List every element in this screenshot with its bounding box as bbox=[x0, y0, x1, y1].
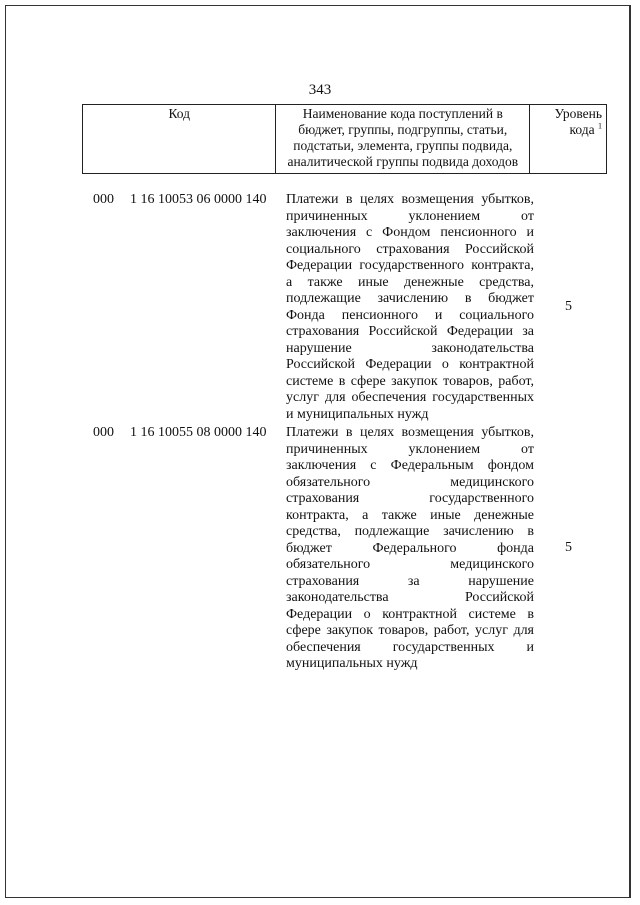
row-code: 1 16 10055 08 0000 140 bbox=[130, 425, 267, 440]
row-code: 1 16 10053 06 0000 140 bbox=[130, 192, 267, 207]
header-level-line: кода $^1$ bbox=[569, 121, 602, 137]
header-code: Код bbox=[83, 105, 276, 174]
row-description: Платежи в целях возмещения убытков, причиненных уклонением от заключения с Фондом пенсионного и социального страхования Российской Федерации государственного контракта, а также иные денежные средства, подлежащие зачислению в бюджет Фонда пенсионного и социального страхования Российской Федерации за нарушение законодательства Российской Федерации о контрактной системе в сфере закупок товаров, работ, услуг для обеспечения государственных и муниципальных нужд bbox=[286, 192, 534, 422]
row-prefix: 000 bbox=[93, 192, 114, 207]
footnote-marker: 1 bbox=[598, 121, 602, 131]
header-level-line: Уровень bbox=[554, 106, 602, 121]
header-name-line: аналитической группы подвида доходов bbox=[287, 154, 519, 169]
row-description: Платежи в целях возмещения убытков, причиненных уклонением от заключения с Федеральным фондом обязательного медицинского страхования государственного контракта, а также иные денежные средства, подлежащие зачислению в бюджет Федерального фонда обязательного медицинского страхования за нарушение законодательства Российской Федерации о контрактной системе в сфере закупок товаров, работ, услуг для обеспечения государственных и муниципальных нужд bbox=[286, 425, 534, 671]
page-number: 343 bbox=[308, 82, 332, 98]
row-prefix: 000 bbox=[93, 425, 114, 440]
header-table bbox=[82, 104, 607, 174]
header-name-line: бюджет, группы, подгруппы, статьи, bbox=[298, 122, 508, 137]
header-name bbox=[276, 105, 530, 174]
header-name-line: Наименование кода поступлений в bbox=[302, 106, 503, 121]
row-level: 5 bbox=[565, 299, 572, 314]
row-level: 5 bbox=[565, 540, 572, 555]
header-name-line: подстатьи, элемента, группы подвида, bbox=[293, 138, 513, 153]
header-level bbox=[530, 105, 607, 174]
